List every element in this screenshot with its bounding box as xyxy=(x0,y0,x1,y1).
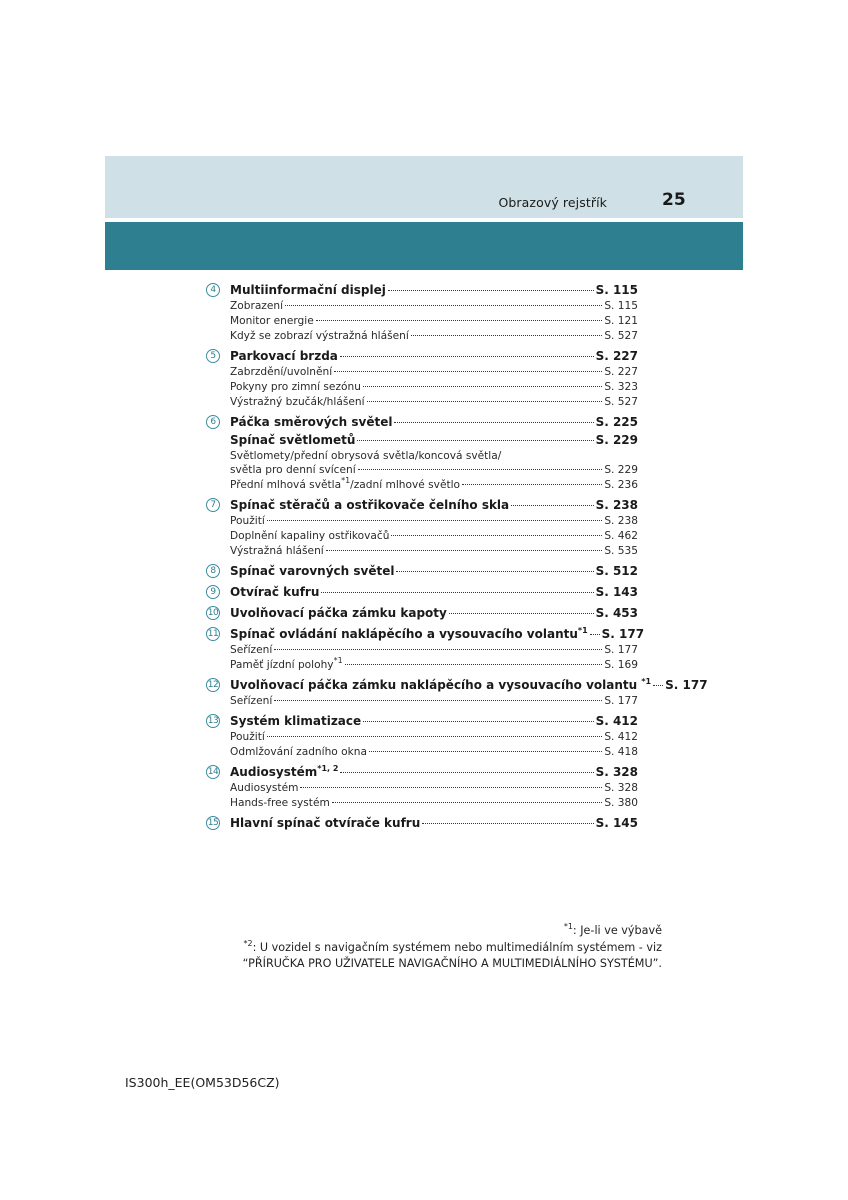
entry-label xyxy=(230,763,338,781)
entry-label-text: Spínač světlometů xyxy=(230,433,356,447)
page-reference: S. 462 xyxy=(604,530,638,542)
index-subitem-row xyxy=(230,745,638,760)
index-heading-row xyxy=(230,413,638,431)
page-reference: S. 143 xyxy=(595,585,638,599)
page-reference: S. 412 xyxy=(604,731,638,743)
entry-label xyxy=(230,658,343,673)
entry-number-icon: 6 xyxy=(206,415,220,429)
entry-number-icon: 12 xyxy=(207,680,219,690)
entry-label-text: Když se zobrazí výstražná hlášení xyxy=(230,330,409,342)
entry-label xyxy=(230,625,588,643)
dot-leader xyxy=(267,736,603,737)
entry-label-text: Systém klimatizace xyxy=(230,714,362,728)
entry-label-text: Seřízení xyxy=(230,695,273,707)
section-title: Obrazový rejstřík xyxy=(498,195,607,210)
page-reference: S. 512 xyxy=(595,564,638,578)
page-reference: S. 115 xyxy=(604,300,638,312)
page-reference: S. 238 xyxy=(604,515,638,527)
index-heading-row xyxy=(230,712,638,730)
index-entry xyxy=(206,281,638,344)
page-reference: S. 229 xyxy=(595,433,638,447)
dot-leader xyxy=(285,305,602,306)
entry-number-icon: 5 xyxy=(206,349,220,363)
dot-leader xyxy=(449,613,594,614)
page-reference: S. 535 xyxy=(604,545,638,557)
index-subitem-row xyxy=(230,299,638,314)
document-code: IS300h_EE(OM53D56CZ) xyxy=(125,1075,280,1090)
entry-label xyxy=(230,478,460,493)
dot-leader xyxy=(334,371,602,372)
entry-label xyxy=(230,694,272,709)
entry-label xyxy=(230,781,298,796)
dot-leader xyxy=(321,592,593,593)
index-heading-row xyxy=(230,676,708,694)
page-reference: S. 527 xyxy=(604,396,638,408)
index-entry xyxy=(206,625,645,673)
entry-label-text: Monitor energie xyxy=(230,315,314,327)
dot-leader xyxy=(394,422,593,423)
entry-number-icon: 9 xyxy=(206,585,220,599)
index-subitem-row xyxy=(230,643,638,658)
dot-leader xyxy=(274,700,602,701)
entry-label-text: Výstražná hlášení xyxy=(230,545,324,557)
entry-label xyxy=(230,347,338,365)
footnote-2-mark: *2 xyxy=(243,939,253,948)
dot-leader xyxy=(411,335,603,336)
entry-label-text: Audiosystém xyxy=(230,782,299,794)
page-reference: S. 323 xyxy=(604,381,638,393)
index-subitem-row xyxy=(230,380,638,395)
dot-leader xyxy=(326,550,603,551)
entry-label-text: Paměť jízdní polohy xyxy=(230,659,334,671)
page-reference: S. 418 xyxy=(604,746,638,758)
entry-label xyxy=(230,544,324,559)
entry-label-text: Zabrzdění/uvolnění xyxy=(230,366,333,378)
dot-leader xyxy=(511,505,593,506)
entry-label xyxy=(230,745,367,760)
dot-leader xyxy=(590,634,600,635)
dot-leader xyxy=(369,751,602,752)
entry-label xyxy=(230,314,314,329)
dot-leader xyxy=(357,440,593,441)
entry-label-text: Multiinformační displej xyxy=(230,283,386,297)
entry-number-icon: 15 xyxy=(207,818,219,828)
entry-label-text: Uvolňovací páčka zámku naklápěcího a vysouvacího volantu xyxy=(230,678,642,692)
footnote-ref: *1 xyxy=(641,677,652,686)
entry-label xyxy=(230,463,356,478)
page-reference: S. 236 xyxy=(604,479,638,491)
dot-leader xyxy=(300,787,602,788)
index-heading-row xyxy=(230,583,638,601)
dot-leader xyxy=(396,571,593,572)
entry-label xyxy=(230,496,509,514)
entry-label-text: Přední mlhová světla xyxy=(230,479,342,491)
dot-leader xyxy=(316,320,603,321)
entry-label-text-cont: /zadní mlhové světlo xyxy=(350,479,461,491)
page-reference: S. 177 xyxy=(604,695,638,707)
entry-label-text: světla pro denní svícení xyxy=(230,464,356,476)
entry-number-icon: 11 xyxy=(207,629,219,639)
header-band-dark xyxy=(105,222,743,270)
dot-leader xyxy=(653,685,663,686)
entry-label xyxy=(230,529,389,544)
index-subitem-row xyxy=(230,730,638,745)
dot-leader xyxy=(462,484,602,485)
page-reference: S. 121 xyxy=(604,315,638,327)
footnote-ref: *1 xyxy=(333,656,343,665)
entry-label xyxy=(230,814,420,832)
index-entry xyxy=(206,562,638,580)
page-reference: S. 328 xyxy=(604,782,638,794)
entry-label xyxy=(230,449,501,463)
dot-leader xyxy=(274,649,602,650)
page-reference: S. 177 xyxy=(601,627,645,641)
entry-label-text: Uvolňovací páčka zámku kapoty xyxy=(230,606,447,620)
index-subitem-row xyxy=(230,694,638,709)
index-heading-row xyxy=(230,431,638,449)
page-reference: S. 145 xyxy=(595,816,638,830)
entry-label-text: Otvírač kufru xyxy=(230,585,320,599)
index-heading-row xyxy=(230,625,645,643)
index-heading-row xyxy=(230,814,638,832)
dot-leader xyxy=(340,772,593,773)
page-reference: S. 380 xyxy=(604,797,638,809)
index-heading-row xyxy=(230,281,638,299)
entry-label xyxy=(230,281,386,299)
index-entry xyxy=(206,712,638,760)
entry-label xyxy=(230,604,447,622)
entry-label xyxy=(230,431,355,449)
footnote-ref: *1 xyxy=(577,626,588,635)
index-subitem-row xyxy=(230,463,638,478)
entry-label-text: Audiosystém xyxy=(230,765,318,779)
footnote-1-mark: *1 xyxy=(563,922,573,931)
entry-label xyxy=(230,676,651,694)
index-subitem-row xyxy=(230,544,638,559)
page-number: 25 xyxy=(662,190,686,210)
entry-number-icon: 7 xyxy=(206,498,220,512)
page-reference: S. 177 xyxy=(604,644,638,656)
index-entry xyxy=(206,814,638,832)
index-entry xyxy=(206,347,638,410)
dot-leader xyxy=(340,356,594,357)
page-reference: S. 115 xyxy=(595,283,638,297)
header-band-light xyxy=(105,156,743,218)
entry-label-text: Doplnění kapaliny ostřikovačů xyxy=(230,530,390,542)
entry-number-icon: 14 xyxy=(207,767,219,777)
entry-label xyxy=(230,583,319,601)
entry-label xyxy=(230,643,272,658)
page-reference: S. 328 xyxy=(595,765,638,779)
dot-leader xyxy=(422,823,593,824)
entry-label-text: Odmlžování zadního okna xyxy=(230,746,367,758)
entry-label xyxy=(230,380,361,395)
dot-leader xyxy=(367,401,603,402)
footnote-ref: *1, 2 xyxy=(317,764,339,773)
entry-label xyxy=(230,413,392,431)
entry-label-text: Parkovací brzda xyxy=(230,349,338,363)
index-subitem-row xyxy=(230,658,638,673)
index-entry xyxy=(206,763,638,811)
entry-label xyxy=(230,365,332,380)
index-subitem-row xyxy=(230,365,638,380)
footnote-1 xyxy=(564,924,662,937)
index-subitem-row xyxy=(230,781,638,796)
index-subitem-row xyxy=(230,314,638,329)
entry-label-text: Světlomety/přední obrysová světla/koncová světla/ xyxy=(230,450,502,462)
entry-label xyxy=(230,562,394,580)
entry-label-text: Použití xyxy=(230,731,265,743)
dot-leader xyxy=(388,290,594,291)
footnote-1-text: : Je-li ve výbavě xyxy=(572,924,662,937)
entry-label-text: Páčka směrových světel xyxy=(230,415,393,429)
entry-number-icon: 13 xyxy=(207,716,219,726)
index-subitem-row xyxy=(230,478,638,493)
index-subitem-row xyxy=(230,329,638,344)
entry-label-text: Hands-free systém xyxy=(230,797,330,809)
footnote-2 xyxy=(243,941,662,954)
entry-label xyxy=(230,395,365,410)
index-entry xyxy=(206,583,638,601)
entry-label-text: Pokyny pro zimní sezónu xyxy=(230,381,361,393)
index-entry xyxy=(206,676,708,709)
entry-label-text: Použití xyxy=(230,515,265,527)
footnote-2-text: : U vozidel s navigačním systémem nebo multimediálním systémem - viz xyxy=(252,941,662,954)
page-reference: S. 227 xyxy=(604,366,638,378)
entry-label-text: Zobrazení xyxy=(230,300,284,312)
index-list xyxy=(206,281,708,835)
entry-label-text: Spínač ovládání naklápěcího a vysouvacího volantu xyxy=(230,627,578,641)
index-subitem-row xyxy=(230,395,638,410)
entry-label xyxy=(230,712,361,730)
dot-leader xyxy=(267,520,603,521)
entry-number-icon: 4 xyxy=(206,283,220,297)
page-reference: S. 177 xyxy=(665,678,708,692)
dot-leader xyxy=(363,386,602,387)
index-subitem-row xyxy=(230,449,638,463)
entry-label xyxy=(230,329,409,344)
index-heading-row xyxy=(230,496,638,514)
footnote-2-line2: “PŘÍRUČKA PRO UŽIVATELE NAVIGAČNÍHO A MULTIMEDIÁLNÍHO SYSTÉMU”. xyxy=(242,957,662,970)
entry-label-text: Výstražný bzučák/hlášení xyxy=(230,396,365,408)
index-heading-row xyxy=(230,763,638,781)
entry-label-text: Hlavní spínač otvírače kufru xyxy=(230,816,421,830)
entry-number-icon: 8 xyxy=(206,564,220,578)
index-entry xyxy=(206,496,638,559)
dot-leader xyxy=(345,664,603,665)
index-heading-row xyxy=(230,562,638,580)
entry-label-text: Spínač varovných světel xyxy=(230,564,395,578)
entry-label xyxy=(230,796,330,811)
dot-leader xyxy=(358,469,603,470)
index-entry xyxy=(206,604,638,622)
index-subitem-row xyxy=(230,529,638,544)
entry-label-text: Seřízení xyxy=(230,644,273,656)
page-reference: S. 169 xyxy=(604,659,638,671)
index-heading-row xyxy=(230,604,638,622)
dot-leader xyxy=(332,802,603,803)
entry-label xyxy=(230,514,265,529)
index-subitem-row xyxy=(230,514,638,529)
page-reference: S. 238 xyxy=(595,498,638,512)
page-reference: S. 229 xyxy=(604,464,638,476)
index-subitem-row xyxy=(230,796,638,811)
page-reference: S. 227 xyxy=(595,349,638,363)
index-heading-row xyxy=(230,347,638,365)
page-reference: S. 453 xyxy=(595,606,638,620)
page-reference: S. 527 xyxy=(604,330,638,342)
index-entry xyxy=(206,413,638,493)
page-reference: S. 412 xyxy=(595,714,638,728)
page-reference: S. 225 xyxy=(595,415,638,429)
dot-leader xyxy=(391,535,602,536)
dot-leader xyxy=(363,721,593,722)
entry-number-icon: 10 xyxy=(207,608,219,618)
entry-label xyxy=(230,730,265,745)
footnote-ref: *1 xyxy=(341,476,351,485)
entry-label xyxy=(230,299,283,314)
entry-label-text: Spínač stěračů a ostřikovače čelního skla xyxy=(230,498,510,512)
